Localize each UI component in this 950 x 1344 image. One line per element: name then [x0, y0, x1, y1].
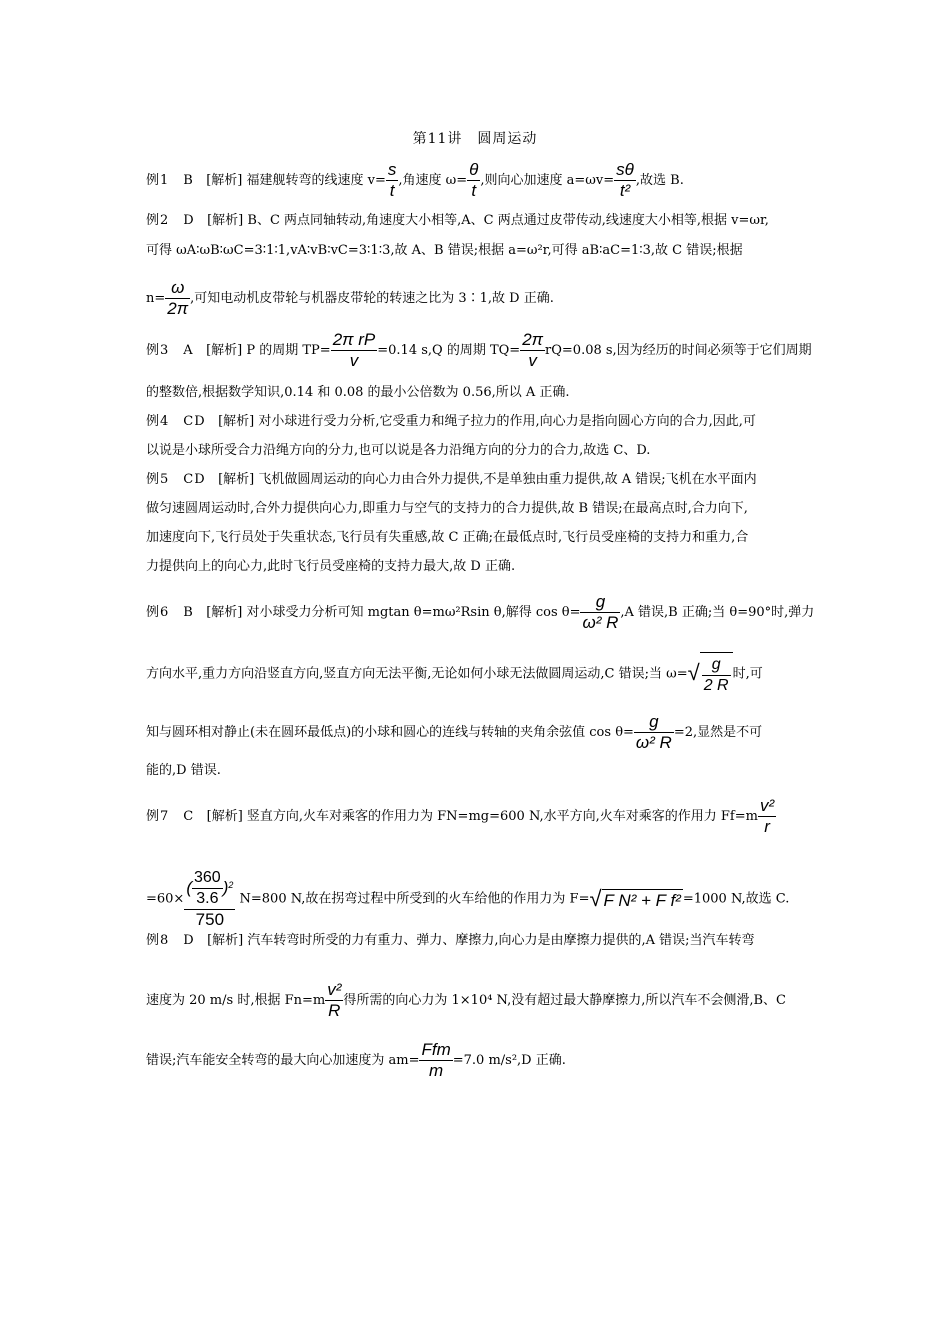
fraction-g-over-omega2R-2: $\frac{g}{\text{ω² R}}$	[635, 712, 672, 752]
example-6-text-f: =2,显然是不可	[673, 725, 763, 740]
example-3-text-a: [解析] P 的周期 TP=	[206, 343, 331, 358]
example-4-label: 例4 CD	[146, 414, 206, 429]
example-5-line-3: 加速度向下,飞行员处于失重状态,飞行员有失重感,故 C 正确;在最低点时,飞行员受座椅的支持力和重力,合	[146, 530, 749, 545]
example-1-label: 例1 B	[146, 173, 194, 188]
example-4-line-2: 以说是小球所受合力沿绳方向的分力,也可以说是各力沿绳方向的分力的合力,故选 C、D.	[146, 443, 651, 458]
example-3-text-c: rQ=0.08 s,因为经历的时间必须等于它们周期	[545, 343, 812, 358]
fraction-g-over-omega2R: $\frac{g}{\text{ω² R}}$	[582, 592, 619, 632]
example-7-text-d: =1000 N,故选 C.	[682, 891, 790, 907]
example-7-line-2	[146, 868, 806, 930]
example-7-text-b: =60×	[146, 891, 185, 907]
example-8-text-3a: 错误;汽车能安全转弯的最大向心加速度为 am=	[146, 1053, 420, 1068]
example-6-text-b: ,A 错误,B 正确;当 θ=90°时,弹力	[620, 605, 815, 620]
n-prefix: n=	[146, 291, 166, 306]
example-5-text-1: [解析] 飞机做圆周运动的向心力由合外力提供,不是单独由重力提供,故 A 错误;飞机在水平面内	[218, 472, 757, 487]
example-7-text-a: [解析] 竖直方向,火车对乘客的作用力为 FN=mg=600 N,水平方向,火车对乘客的作用力 Ff=m	[206, 809, 758, 824]
example-3-text-b: =0.14 s,Q 的周期 TQ=	[377, 343, 521, 358]
example-5-line-4: 力提供向上的向心力,此时飞行员受座椅的支持力最大,故 D 正确.	[146, 559, 516, 574]
example-7-text-c: N=800 N,故在拐弯过程中所受到的火车给他的作用力为 F=	[235, 891, 590, 907]
example-4-line-1	[146, 413, 806, 431]
fraction-s-theta-over-t2: $\frac{s\theta}{\text{t²}}$	[616, 160, 634, 200]
fraction-2pi-over-v: $\frac{2\pi}{v}$	[522, 330, 544, 370]
example-2-text-3: ,可知电动机皮带轮与机器皮带轮的转速之比为 3∶1,故 D 正确.	[190, 291, 554, 306]
example-1-text-a: [解析] 福建舰转弯的线速度 v=	[206, 173, 386, 188]
example-8-text-2b: 得所需的向心力为 1×10⁴ N,没有超过最大静摩擦力,所以汽车不会侧滑,B、C	[343, 993, 786, 1008]
example-1-text-b: ,角速度 ω=	[398, 173, 468, 188]
example-1-text-c: ,则向心加速度 a=ωv=	[480, 173, 615, 188]
example-6-line-3	[146, 712, 806, 753]
example-6-text-d: 时,可	[732, 666, 763, 682]
example-6-line-1	[146, 592, 815, 633]
fraction-v2-over-R: $\frac{\text{v²}}{R}$	[327, 980, 342, 1020]
example-3-line-1	[146, 330, 812, 371]
fraction-omega-over-2pi: $\frac{\omega}{2\pi}$	[167, 278, 189, 318]
example-6-label: 例6 B	[146, 605, 194, 620]
fraction-velocity-squared-over-750: ( $\frac{360}{3.6}$ )$^2$ 750	[186, 869, 234, 929]
example-1-text-d: ,故选 B.	[635, 173, 684, 188]
example-1	[146, 160, 806, 201]
example-6-line-2	[146, 652, 806, 696]
fraction-s-over-t: $\frac{s}{t}$	[387, 160, 397, 200]
example-2-text-1: [解析] B、C 两点同轴转动,角速度大小相等,A、C 两点通过皮带传动,线速度大小相等,根据 v=ωr,	[207, 213, 769, 228]
example-2-label: 例2 D	[146, 213, 195, 228]
example-2-line-2: 可得 ωA∶ωB∶ωC=3∶1∶1,vA∶vB∶vC=3∶1∶3,故 A、B 错误;根据 a=ω²r,可得 aB∶aC=1∶3,故 C 错误;根据	[146, 243, 743, 258]
example-6-line-4: 能的,D 错误.	[146, 763, 221, 778]
example-6-text-a: [解析] 对小球受力分析可知 mgtan θ=mω²Rsin θ,解得 cos θ=	[206, 605, 581, 620]
example-3-line-2: 的整数倍,根据数学知识,0.14 和 0.08 的最小公倍数为 0.56,所以 A 正确.	[146, 385, 570, 400]
example-8-line-1	[146, 932, 806, 950]
sqrt-g-over-2R: √ $\frac{g}{2 R}$	[688, 652, 733, 696]
example-8-label: 例8 D	[146, 933, 195, 948]
example-4-text-1: [解析] 对小球进行受力分析,它受重力和绳子拉力的作用,向心力是指向圆心方向的合力,因此,可	[218, 414, 756, 429]
example-8-line-2	[146, 980, 806, 1021]
example-7-line-1	[146, 796, 806, 837]
example-5-line-1	[146, 471, 806, 489]
fraction-Ffm-over-m: $\frac{\text{Ffm}}{m}$	[421, 1040, 451, 1080]
example-8-text-2a: 速度为 20 m/s 时,根据 Fn=m	[146, 993, 326, 1008]
example-6-text-e: 知与圆环相对静止(未在圆环最低点)的小球和圆心的连线与转轴的夹角余弦值 cos θ=	[146, 725, 634, 740]
sqrt-fn2-plus-ff2: √ F N² + F f²	[589, 885, 681, 911]
example-5-line-2: 做匀速圆周运动时,合外力提供向心力,即重力与空气的支持力的合力提供,故 B 错误;在最高点时,合力向下,	[146, 501, 748, 516]
fraction-v2-over-r: $\frac{\text{v²}}{r}$	[759, 796, 775, 836]
fraction-theta-over-t: $\frac{\theta}{t}$	[469, 160, 479, 200]
example-8-line-3	[146, 1040, 806, 1081]
example-2-line-1	[146, 212, 806, 230]
example-2-line-3	[146, 278, 806, 319]
page-title: 第11讲 圆周运动	[412, 131, 538, 147]
example-3-label: 例3 A	[146, 343, 194, 358]
example-7-label: 例7 C	[146, 809, 195, 824]
example-8-text-3b: =7.0 m/s²,D 正确.	[452, 1053, 566, 1068]
example-8-text-1: [解析] 汽车转弯时所受的力有重力、弹力、摩擦力,向心力是由摩擦力提供的,A 错误;当汽车转弯	[207, 933, 755, 948]
fraction-2pi-rp-over-v: $\frac{\text{2π rP}}{v}$	[332, 330, 376, 370]
example-5-label: 例5 CD	[146, 472, 206, 487]
example-6-text-c: 方向水平,重力方向沿竖直方向,竖直方向无法平衡,无论如何小球无法做圆周运动,C 错误;当 ω=	[146, 666, 688, 682]
